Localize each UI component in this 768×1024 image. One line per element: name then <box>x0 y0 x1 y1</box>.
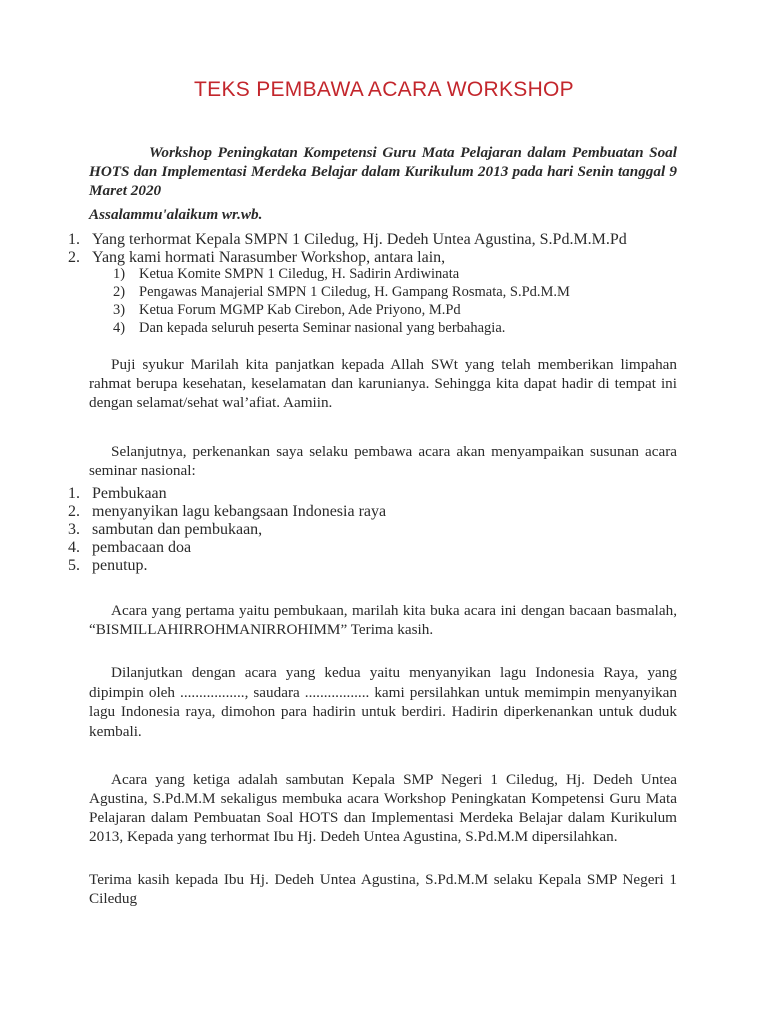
list-item <box>0 249 768 267</box>
list-text: menyanyikan lagu kebangsaan Indonesia raya <box>92 503 387 520</box>
list-number: 2. <box>68 503 80 520</box>
list-number: 1) <box>113 266 126 282</box>
list-item <box>0 266 768 284</box>
list-item <box>0 557 768 575</box>
list-item <box>0 521 768 539</box>
list-item <box>0 503 768 521</box>
list-text: penutup. <box>92 557 148 574</box>
list-number: 3. <box>68 521 80 538</box>
list-number: 4) <box>113 320 126 336</box>
honors-list <box>0 231 768 267</box>
paragraph-puji-syukur: Puji syukur Marilah kita panjatkan kepada Allah SWt yang telah memberikan limpahan rahmat berupa kesehatan, keselamatan dan karunianya. Sehingga kita dapat hadir di tempat ini dengan selamat/sehat wal’afiat. Aamiin. <box>89 356 677 411</box>
list-item <box>0 231 768 249</box>
paragraph-terima-kasih: Terima kasih kepada Ibu Hj. Dedeh Untea Agustina, S.Pd.M.M selaku Kepala SMP Negeri 1 Ciledug <box>89 871 677 907</box>
list-item <box>0 320 768 338</box>
agenda-list <box>0 485 768 575</box>
list-text: Pengawas Manajerial SMPN 1 Ciledug, H. Gampang Rosmata, S.Pd.M.M <box>139 284 570 300</box>
list-text: sambutan dan pembukaan, <box>92 521 263 538</box>
list-text: pembacaan doa <box>92 539 192 556</box>
list-number: 1. <box>68 485 80 502</box>
list-item <box>0 302 768 320</box>
paragraph-acara-pertama: Acara yang pertama yaitu pembukaan, marilah kita buka acara ini dengan bacaan basmalah, “BISMILLAHIRROHMANIRROHIMM” Terima kasih. <box>89 602 677 638</box>
list-number: 1. <box>68 231 80 248</box>
list-item <box>0 485 768 503</box>
greeting: Assalammu'alaikum wr.wb. <box>89 206 263 223</box>
paragraph-selanjutnya: Selanjutnya, perkenankan saya selaku pembawa acara akan menyampaikan susunan acara seminar nasional: <box>89 443 677 479</box>
sub-honors-list <box>0 266 768 338</box>
list-number: 4. <box>68 539 80 556</box>
list-item <box>0 284 768 302</box>
list-text: Ketua Komite SMPN 1 Ciledug, H. Sadirin Ardiwinata <box>139 266 460 282</box>
document-title: TEKS PEMBAWA ACARA WORKSHOP <box>194 78 574 101</box>
list-text: Yang terhormat Kepala SMPN 1 Ciledug, Hj. Dedeh Untea Agustina, S.Pd.M.M.Pd <box>92 231 627 248</box>
paragraph-acara-kedua: Dilanjutkan dengan acara yang kedua yaitu menyanyikan lagu Indonesia Raya, yang dipimpin oleh ................., saudara ................. kami persilahkan untuk memimpin menyanyikan lagu Indonesia raya, dimohon para hadirin untuk berdiri. Hadirin diperkenankan untuk duduk kembali. <box>89 664 677 741</box>
list-number: 3) <box>113 302 126 318</box>
list-number: 2. <box>68 249 80 266</box>
list-text: Yang kami hormati Narasumber Workshop, antara lain, <box>92 249 446 266</box>
list-item <box>0 539 768 557</box>
list-text: Ketua Forum MGMP Kab Cirebon, Ade Priyono, M.Pd <box>139 302 461 318</box>
list-text: Dan kepada seluruh peserta Seminar nasional yang berbahagia. <box>139 320 506 336</box>
list-number: 2) <box>113 284 126 300</box>
list-text: Pembukaan <box>92 485 167 502</box>
list-number: 5. <box>68 557 80 574</box>
intro-paragraph: Workshop Peningkatan Kompetensi Guru Mata Pelajaran dalam Pembuatan Soal HOTS dan Implementasi Merdeka Belajar dalam Kurikulum 2013 pada hari Senin tanggal 9 Maret 2020 <box>89 144 677 199</box>
paragraph-acara-ketiga: Acara yang ketiga adalah sambutan Kepala SMP Negeri 1 Ciledug, Hj. Dedeh Untea Agustina, S.Pd.M.M sekaligus membuka acara Workshop Peningkatan Kompetensi Guru Mata Pelajaran dalam Pembuatan Soal HOTS dan Implementasi Merdeka Belajar dalam Kurikulum 2013, Kepada yang terhormat Ibu Hj. Dedeh Untea Agustina, S.Pd.M.M dipersilahkan. <box>89 771 677 845</box>
